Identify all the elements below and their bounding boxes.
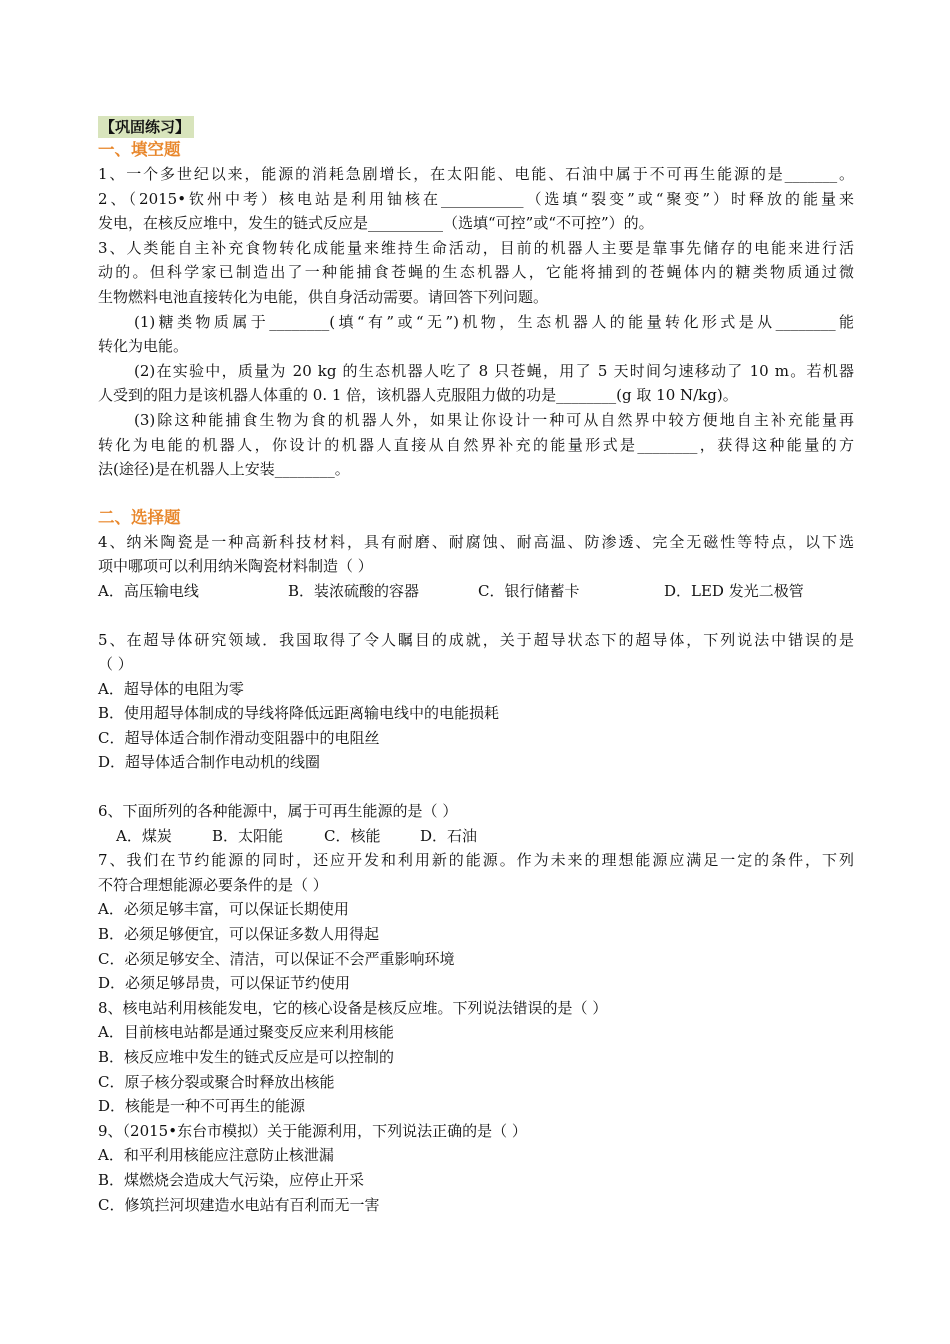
spacer	[98, 604, 854, 628]
q2-line-1: 2、（2015•钦州中考）核电站是利用铀核在___________（选填“裂变”或“聚变”）时释放的能量来	[98, 189, 854, 208]
q6-option-d: D．石油	[420, 826, 478, 845]
q9-option-a: A．和平利用核能应注意防止核泄漏	[98, 1146, 334, 1165]
q6-option-c: C．核能	[324, 826, 381, 845]
q7-option-c: C．必须足够安全、清洁，可以保证不会严重影响环境	[98, 949, 455, 968]
q3-line-2: 动的。但科学家已制造出了一种能捕食苍蝇的生态机器人，它能将捕到的苍蝇体内的糖类物质通过微	[98, 263, 854, 282]
spacer	[98, 775, 854, 799]
q3-sub3-line-2: 转化为电能的机器人，你设计的机器人直接从自然界补充的能量形式是________，获得这种能量的方	[98, 435, 854, 454]
q7-option-b: B．必须足够便宜，可以保证多数人用得起	[98, 925, 380, 944]
q3-sub3-line-3: 法(途径)是在机器人上安装________。	[98, 460, 350, 479]
q5-line-2: （ ）	[98, 655, 133, 674]
q4-line-2: 项中哪项可以利用纳米陶瓷材料制造（ ）	[98, 557, 373, 576]
q7-line-1: 7、我们在节约能源的同时，还应开发和利用新的能源。作为未来的理想能源应满足一定的条件，下列	[98, 851, 854, 870]
q8-line-1: 8、核电站利用核能发电，它的核心设备是核反应堆。下列说法错误的是（ ）	[98, 998, 608, 1017]
q8-option-a: A．目前核电站都是通过聚变反应来利用核能	[98, 1023, 394, 1042]
section-title-fill-blank: 一、填空题	[98, 140, 181, 159]
q7-option-d: D．必须足够昂贵，可以保证节约使用	[98, 974, 351, 993]
q5-line-1: 5、在超导体研究领域．我国取得了令人瞩目的成就，关于超导状态下的超导体，下列说法中错误的是	[98, 630, 854, 649]
q5-option-d: D．超导体适合制作电动机的线圈	[98, 753, 321, 772]
q4-options	[98, 579, 854, 604]
spacer	[98, 482, 854, 506]
q8-option-d: D．核能是一种不可再生的能源	[98, 1097, 306, 1116]
q6-options	[98, 824, 854, 849]
q6-option-b: B．太阳能	[212, 826, 284, 845]
q7-line-2: 不符合理想能源必要条件的是（ ）	[98, 875, 328, 894]
q1-line: 1、一个多世纪以来，能源的消耗急剧增长，在太阳能、电能、石油中属于不可再生能源的是_______。	[98, 165, 854, 183]
q9-option-c: C．修筑拦河坝建造水电站有百利而无一害	[98, 1195, 380, 1214]
q4-line-1: 4、纳米陶瓷是一种高新科技材料，具有耐磨、耐腐蚀、耐高温、防渗透、完全无磁性等特点，以下选	[98, 532, 854, 551]
q5-option-a: A．超导体的电阻为零	[98, 679, 244, 698]
q8-option-b: B．核反应堆中发生的链式反应是可以控制的	[98, 1048, 395, 1066]
q6-line-1: 6、下面所列的各种能源中，属于可再生能源的是（ ）	[98, 802, 458, 821]
q3-sub2-line-1: (2)在实验中，质量为 20 kg 的生态机器人吃了 8 只苍蝇，用了 5 天时间匀速移动了 10 m。若机器	[134, 361, 854, 380]
q3-sub2-line-2: 人受到的阻力是该机器人体重的 0. 1 倍，该机器人克服阻力做的功是________(g 取 10 N/kg)。	[98, 386, 738, 405]
q3-sub3-line-1: (3)除这种能捕食生物为食的机器人外，如果让你设计一种可从自然界中较方便地自主补充能量再	[134, 410, 854, 429]
q5-option-c: C．超导体适合制作滑动变阻器中的电阻丝	[98, 728, 380, 747]
q9-line-1: 9、（2015•东台市模拟）关于能源利用，下列说法正确的是（ ）	[98, 1121, 527, 1140]
q4-option-a: A．高压输电线	[98, 581, 199, 600]
section-title-multiple-choice: 二、选择题	[98, 507, 181, 527]
q3-line-1: 3、人类能自主补充食物转化成能量来维持生命活动，目前的机器人主要是靠事先储存的电能来进行活	[98, 238, 854, 257]
q7-option-a: A．必须足够丰富，可以保证长期使用	[98, 900, 349, 919]
q2-line-2: 发电，在核反应堆中，发生的链式反应是__________（选填“可控”或“不可控”）的。	[98, 214, 654, 233]
q8-option-c: C．原子核分裂或聚合时释放出核能	[98, 1072, 335, 1091]
q3-sub1-line-1: (1)糖类物质属于________(填“有”或“无”)机物，生态机器人的能量转化形式是从________能	[134, 312, 854, 331]
q4-option-c: C．银行储蓄卡	[478, 581, 580, 600]
exercise-content	[98, 116, 854, 1217]
q4-option-d: D．LED 发光二极管	[664, 581, 804, 600]
q4-option-b: B．装浓硫酸的容器	[288, 581, 420, 600]
q9-option-b: B．煤燃烧会造成大气污染，应停止开采	[98, 1170, 365, 1189]
q6-option-a: A．煤炭	[116, 826, 172, 845]
q3-line-3: 生物燃料电池直接转化为电能，供自身活动需要。请回答下列问题。	[98, 287, 549, 306]
q5-option-b: B．使用超导体制成的导线将降低远距离输电线中的电能损耗	[98, 704, 500, 723]
q3-sub1-line-2: 转化为电能。	[98, 337, 189, 356]
exercise-tag: 【巩固练习】	[98, 116, 194, 138]
